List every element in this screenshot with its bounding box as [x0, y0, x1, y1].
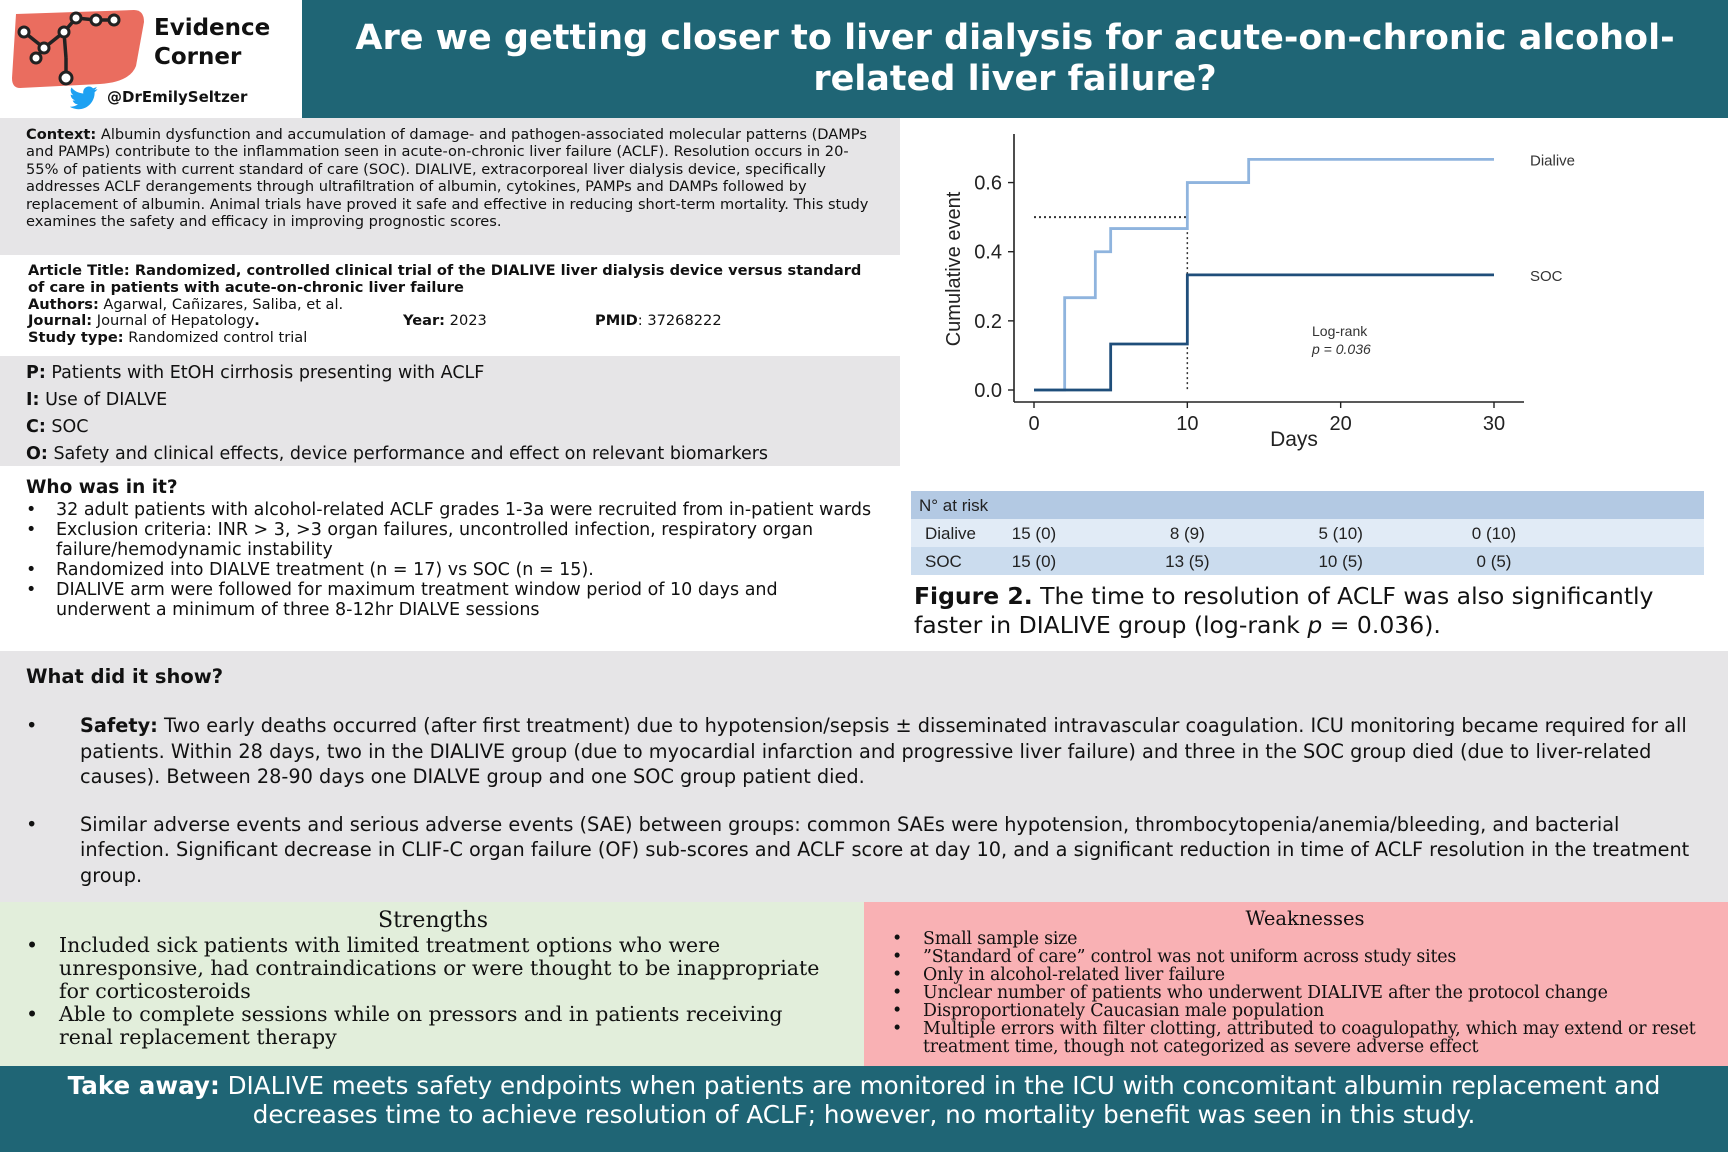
article-title: Article Title: Randomized, controlled clinical trial of the DIALIVE liver dialysis device versus standard of care in patients with acute-on-chronic liver failure — [28, 262, 862, 296]
risk-table-header: N° at risk — [919, 496, 989, 515]
population-section — [0, 466, 900, 651]
list-item: • Small sample size — [892, 930, 1718, 948]
study-type-label: Study type: — [28, 329, 124, 347]
safety-label: Safety: — [80, 714, 158, 737]
list-item: • DIALIVE arm were followed for maximum treatment window period of 10 days and underwent a minimum of three 8-12hr DIALVE sessions — [26, 580, 874, 620]
figure-caption-end: = 0.036). — [1322, 611, 1441, 639]
strengths-title: Strengths — [378, 908, 488, 933]
study-type-value: Randomized control trial — [123, 329, 308, 347]
results-title: What did it show? — [26, 665, 224, 688]
pico-p — [26, 360, 874, 387]
list-item: • Exclusion criteria: INR > 3, >3 organ failures, uncontrolled infection, respiratory organ failure/hemodynamic instability — [26, 520, 874, 560]
takeaway-label: Take away: — [67, 1071, 220, 1100]
safety-text: Two early deaths occurred (after first treatment) due to hypotension/sepsis ± disseminated intravascular coagulation. ICU monitoring became required for all patients. Within 28 days, two in the DIALIVE group (due to myocardial infarction and progressive liver failure) and three in the SOC group died (due to liver-related causes). Between 28-90 days one DIALVE group and one SOC group patient died. — [80, 714, 1687, 789]
series-line-soc — [1034, 275, 1494, 390]
figure-caption — [914, 582, 1704, 640]
y-tick-label: 0.6 — [974, 172, 1002, 195]
article-info-section — [0, 255, 900, 356]
list-item: • 32 adult patients with alcohol-related ACLF grades 1-3a were recruited from in-patient wards — [26, 500, 874, 520]
pico-i-label: I: — [26, 390, 40, 410]
figure-caption-text: The time to resolution of ACLF was also significantly faster in DIALIVE group (log-rank — [914, 582, 1654, 639]
page-title: Are we getting closer to liver dialysis for acute-on-chronic alcohol-related liver failure? — [355, 18, 1675, 99]
y-tick-label: 0.2 — [974, 310, 1002, 333]
risk-table-cell: 8 (9) — [1169, 524, 1205, 543]
logo-area — [0, 0, 302, 118]
series-label-soc: SOC — [1530, 267, 1563, 285]
pmid-value: : 37268222 — [637, 312, 722, 330]
list-item: • Only in alcohol-related liver failure — [892, 966, 1718, 984]
results-safety — [26, 713, 1702, 790]
risk-table-cell: 0 (5) — [1476, 552, 1512, 571]
pico-c — [26, 414, 874, 441]
y-tick-label: 0.4 — [974, 241, 1002, 264]
logo-title-line1: Evidence — [154, 15, 271, 41]
logo-title-line2: Corner — [154, 44, 242, 70]
pico-i-text: Use of DIALVE — [39, 390, 168, 410]
series-label-dialive: Dialive — [1530, 152, 1576, 170]
figure-caption-p: p — [1307, 611, 1323, 639]
pmid-label: PMID — [595, 312, 638, 330]
risk-table-cell: 5 (10) — [1318, 524, 1363, 543]
twitter-handle: @DrEmilySeltzer — [107, 88, 248, 106]
year-label: Year: — [403, 312, 446, 330]
journal-dot: . — [254, 312, 260, 330]
authors-label: Authors: — [28, 295, 99, 313]
pico-o — [26, 441, 874, 468]
list-item: • Multiple errors with filter clotting, attributed to coagulopathy, which may extend or reset treatment time, though not categorized as severe adverse effect — [892, 1020, 1718, 1056]
annotation-line2: p = 0.036 — [1312, 341, 1371, 357]
x-tick-label: 20 — [1329, 413, 1352, 435]
population-title: Who was in it? — [26, 477, 178, 498]
risk-table-row-label: SOC — [925, 552, 962, 571]
header-bar — [302, 0, 1728, 118]
risk-table-cell: 15 (0) — [1011, 552, 1057, 571]
pico-o-text: Safety and clinical effects, device performance and effect on relevant biomarkers — [47, 444, 769, 464]
risk-table-cell: 15 (0) — [1011, 524, 1057, 543]
risk-table-cell: 13 (5) — [1165, 552, 1210, 571]
pico-p-text: Patients with EtOH cirrhosis presenting with ACLF — [45, 363, 485, 383]
results-adverse-events: • Similar adverse events and serious adverse events (SAE) between groups: common SAEs were hypotension, thrombocytopenia/anemia/bleeding, and bacterial infection. Significant decrease in CLIF-C organ failure (OF) sub-scores and ACLF score at day 10, and a significant reduction in time of ACLF resolution in the treatment group. — [26, 812, 1702, 889]
year-value: 2023 — [445, 312, 487, 330]
list-item: • Disproportionately Caucasian male population — [892, 1002, 1718, 1020]
strengths-section — [0, 902, 864, 1066]
x-axis-label: Days — [1270, 428, 1318, 451]
pico-c-text: SOC — [45, 417, 89, 437]
journal-value: Journal of Hepatology — [92, 312, 255, 330]
strengths-list — [26, 934, 840, 1049]
takeaway-section — [0, 1066, 1728, 1152]
list-item: • Unclear number of patients who underwent DIALIVE after the protocol change — [892, 984, 1718, 1002]
km-chart — [900, 118, 1728, 578]
risk-table-header-bg — [911, 491, 1704, 519]
y-axis-label: Cumulative event — [943, 191, 965, 347]
list-item: • Able to complete sessions while on pressors and in patients receiving renal replacement therapy — [26, 1003, 840, 1049]
context-label: Context: — [26, 126, 97, 143]
list-item: • ”Standard of care” control was not uniform across study sites — [892, 948, 1718, 966]
authors-row — [28, 297, 872, 314]
figure-caption-label: Figure 2. — [914, 582, 1033, 610]
evidence-corner-logo-icon — [10, 8, 150, 92]
population-list — [26, 500, 874, 620]
weaknesses-section — [864, 902, 1728, 1066]
risk-table-cell: 0 (10) — [1471, 524, 1517, 543]
pico-p-label: P: — [26, 363, 46, 383]
y-tick-label: 0.0 — [974, 380, 1002, 402]
x-tick-label: 10 — [1176, 413, 1199, 435]
authors-value: Agarwal, Cañizares, Saliba, et al. — [98, 295, 344, 313]
pico-i — [26, 387, 874, 414]
pico-section — [0, 356, 900, 466]
pico-c-label: C: — [26, 417, 46, 437]
journal-row — [28, 313, 872, 330]
list-item: • Included sick patients with limited treatment options who were unresponsive, had contraindications or were thought to be inappropriate for corticosteroids — [26, 934, 840, 1003]
journal-label: Journal: — [28, 312, 93, 330]
risk-table-row-label: Dialive — [925, 524, 977, 543]
context-text: Albumin dysfunction and accumulation of damage- and pathogen-associated molecular patterns (DAMPs and PAMPs) contribute to the inflammation seen in acute-on-chronic liver failure (ACLF). Resolution occurs in 20-55% of patients with current standard of care (SOC). DIALIVE, extracorporeal liver dialysis device, specifically addresses ACLF derangements through ultrafiltration of albumin, cytokines, PAMPs and DAMPs followed by replacement of albumin. Animal trials have proved it safe and effective in reducing short-term mortality. This study examines the safety and efficacy in improving prognostic scores. — [26, 126, 869, 231]
list-item: • Randomized into DIALVE treatment (n = 17) vs SOC (n = 15). — [26, 560, 874, 580]
pico-o-label: O: — [26, 444, 48, 464]
study-type-row — [28, 330, 872, 347]
twitter-bird-icon — [70, 86, 98, 110]
x-tick-label: 30 — [1482, 413, 1506, 435]
risk-table-cell: 10 (5) — [1318, 552, 1363, 571]
figure-chart — [900, 118, 1728, 651]
annotation-line1: Log-rank — [1312, 323, 1368, 339]
weaknesses-title: Weaknesses — [1245, 907, 1365, 930]
results-section — [0, 651, 1728, 902]
x-tick-label: 0 — [1028, 413, 1040, 435]
context-section — [0, 118, 900, 255]
takeaway-text: DIALIVE meets safety endpoints when patients are monitored in the ICU with concomitant albumin replacement and decreases time to achieve resolution of ACLF; however, no mortality benefit was seen in this study. — [219, 1071, 1661, 1129]
weaknesses-list — [892, 930, 1718, 1056]
